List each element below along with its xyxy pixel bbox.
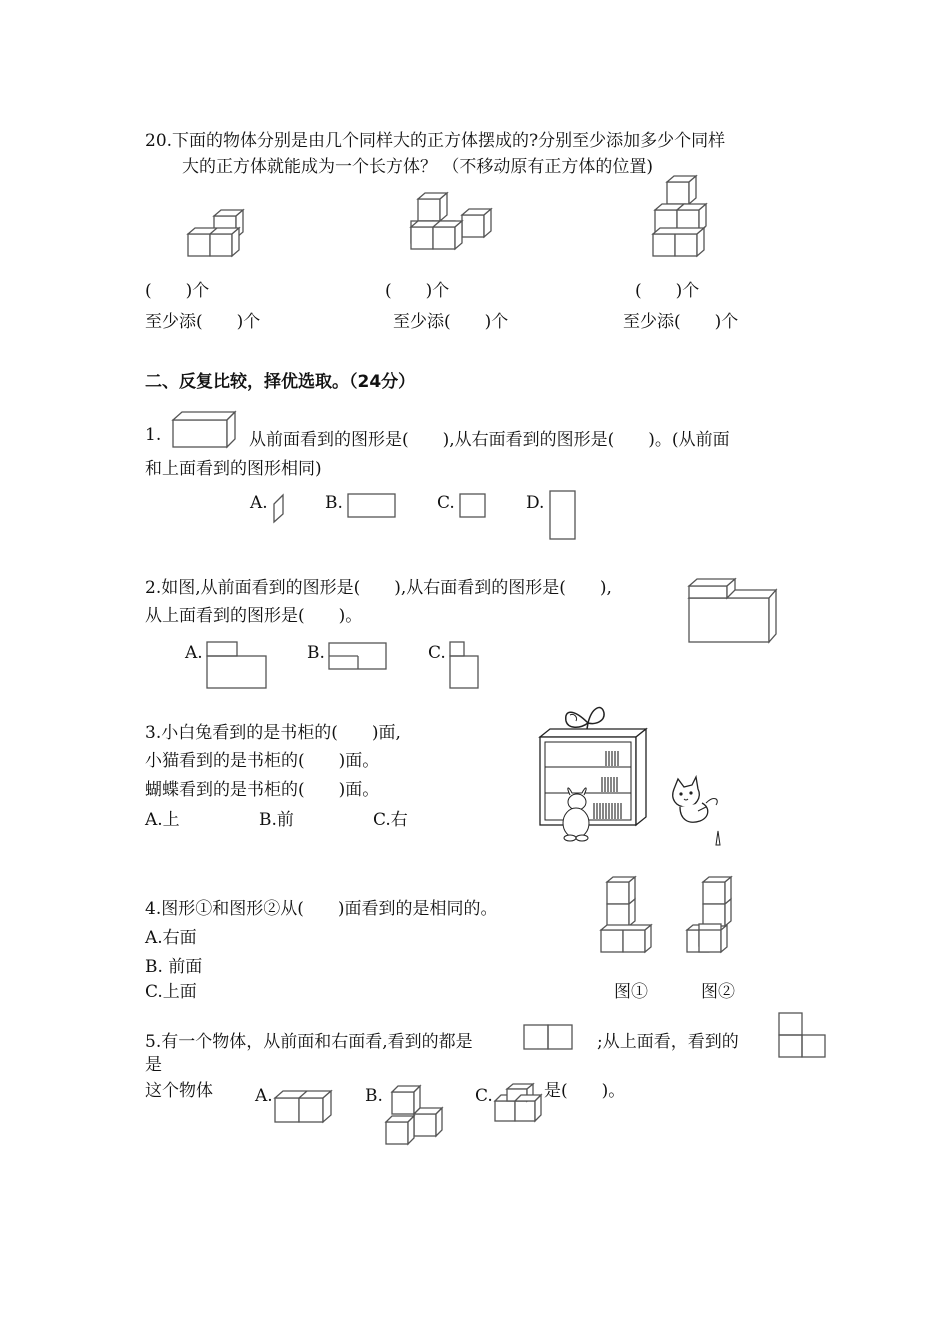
q1-option-d: D. [526,493,545,513]
q1-option-b-shape [347,493,397,519]
q2-option-b: B. [307,643,325,663]
q5-tail: 是( )。 [544,1081,626,1101]
q1-option-c: C. [437,493,455,513]
q5-front-right-view [523,1024,575,1052]
q5-top-view [778,1012,828,1060]
q1-option-d-shape [549,490,577,542]
q1-option-c-shape [459,493,487,519]
q20-count-3: ( )个 [635,281,700,301]
q4-option-a: A.右面 [145,928,197,948]
q5-option-a-shape [272,1084,334,1126]
bookcase-icon [540,729,646,825]
q5-option-b: B. [365,1086,383,1106]
q5-line1b: ;从上面看，看到的 [597,1032,739,1052]
q1-option-a-shape [272,494,286,524]
q4-figure-2 [684,876,742,956]
q20-figure-2 [408,193,493,258]
q3-bookcase-scene [530,695,730,850]
q2-line1: 2.如图,从前面看到的图形是( ),从右面看到的图形是( ), [145,578,612,598]
q20-count-2: ( )个 [385,281,450,301]
q5-line1a: 5.有一个物体，从前面和右面看,看到的都是 [145,1032,473,1052]
q2-line2: 从上面看到的图形是( )。 [145,606,363,626]
q3-option-b: B.前 [259,810,294,830]
q20-add-2: 至少添( )个 [393,312,509,332]
q3-line3: 蝴蝶看到的是书柜的( )面。 [145,780,380,800]
q2-option-a-shape [206,641,268,690]
q4-line1: 4.图形①和图形②从( )面看到的是相同的。 [145,899,498,919]
q4-fig1-label: 图① [614,982,648,1002]
q5-option-a: A. [255,1086,273,1106]
q20-count-1: ( )个 [145,281,210,301]
q20-line1: 20.下面的物体分别是由几个同样大的正方体摆成的?分别至少添加多少个同样 [145,131,726,151]
q5-option-b-shape [383,1084,443,1148]
q20-figure-1 [185,210,255,260]
q5-option-c-shape [492,1083,542,1127]
q5-line2: 是 [145,1055,162,1075]
cat-icon [673,777,718,822]
q1-text: 从前面看到的图形是( ),从右面看到的图形是( )。(从前面 [249,430,730,450]
q5-line3: 这个物体 [145,1081,213,1101]
q4-fig2-label: 图② [701,982,735,1002]
section-title: 二、反复比较，择优选取。（24分） [145,372,416,392]
q20-add-1: 至少添( )个 [145,312,261,332]
q2-option-c: C. [428,643,446,663]
q2-object-figure [686,578,781,646]
q4-figure-1 [598,876,656,956]
q20-line2: 大的正方体就能成为一个长方体？ （不移动原有正方体的位置) [182,157,654,177]
q1-option-a: A. [250,493,268,513]
q1-number: 1. [145,425,162,445]
q4-option-b: B. 前面 [145,957,203,977]
q3-option-c: C.右 [373,810,408,830]
q3-line2: 小猫看到的是书柜的( )面。 [145,751,380,771]
q2-option-c-shape [449,641,481,690]
q20-add-3: 至少添( )个 [623,312,739,332]
q2-option-a: A. [185,643,203,663]
q1-line2: 和上面看到的图形相同) [145,459,322,479]
q1-cuboid-figure [172,411,238,449]
q3-line1: 3.小白兔看到的是书柜的( )面, [145,723,401,743]
q4-option-c: C.上面 [145,982,197,1002]
q5-option-c: C. [475,1086,493,1106]
q1-option-b: B. [325,493,343,513]
q20-figure-3 [650,176,720,261]
q3-option-a: A.上 [145,810,180,830]
q2-option-b-shape [328,642,388,671]
